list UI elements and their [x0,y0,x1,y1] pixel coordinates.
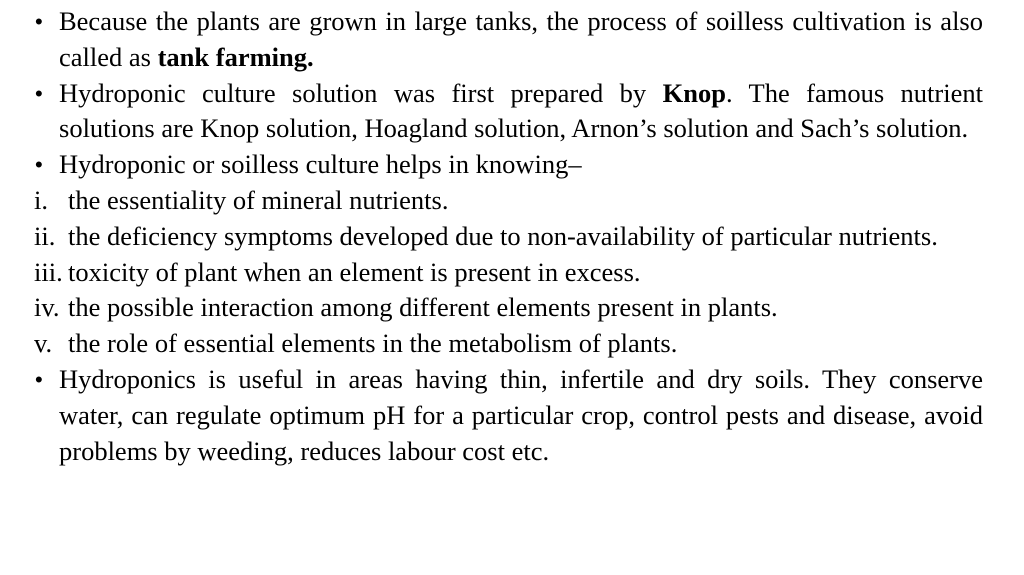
bold-term-tank-farming: tank farming. [157,41,314,72]
bullet-hydroponics-useful [35,362,983,469]
bullet-text: Hydroponic or soilless culture helps in knowing– [59,149,582,180]
numbered-item [34,219,983,255]
numbered-item [34,290,983,326]
numbered-text: the possible interaction among different elements present in plants. [68,292,778,323]
numbered-item [34,326,983,362]
numbered-text: the role of essential elements in the metabolism of plants. [68,328,678,359]
numbered-marker: iii. [34,256,63,287]
numbered-text: toxicity of plant when an element is present in excess. [68,256,641,287]
slide-content [0,4,1024,469]
bullet-text-continued: . The famous nutrient solutions are Knop solution, Hoagland solution, Arnon’s solution and Sach’s solution. [59,77,983,144]
numbered-marker: v. [34,328,53,359]
bullet-text: Because the plants are grown in large tanks, the process of soilless cultivation is also called as [59,6,983,72]
numbered-marker: i. [34,184,48,215]
bullet-helps-in-knowing [35,147,983,183]
numbered-marker: iv. [34,292,60,323]
bold-term-knop: Knop [662,77,726,108]
numbered-item [34,183,983,219]
numbered-item [34,255,983,291]
bullet-tank-farming [35,4,983,76]
bullet-marker: • [35,9,43,34]
numbered-marker: ii. [34,220,56,251]
numbered-text: the essentiality of mineral nutrients. [68,184,449,215]
bullet-marker: • [35,80,43,106]
bullet-marker: • [35,152,43,178]
numbered-text: the deficiency symptoms developed due to non-availability of particular nutrients. [68,220,938,251]
bullet-knop [35,76,983,148]
bullet-text: Hydroponic culture solution was first prepared by [59,77,663,108]
bullet-marker: • [35,366,43,392]
bullet-text: Hydroponics is useful in areas having thin, infertile and dry soils. They conserve water, can regulate optimum pH for a particular crop, control pests and disease, avoid problems by weeding, reduces labour cost etc. [59,363,983,466]
